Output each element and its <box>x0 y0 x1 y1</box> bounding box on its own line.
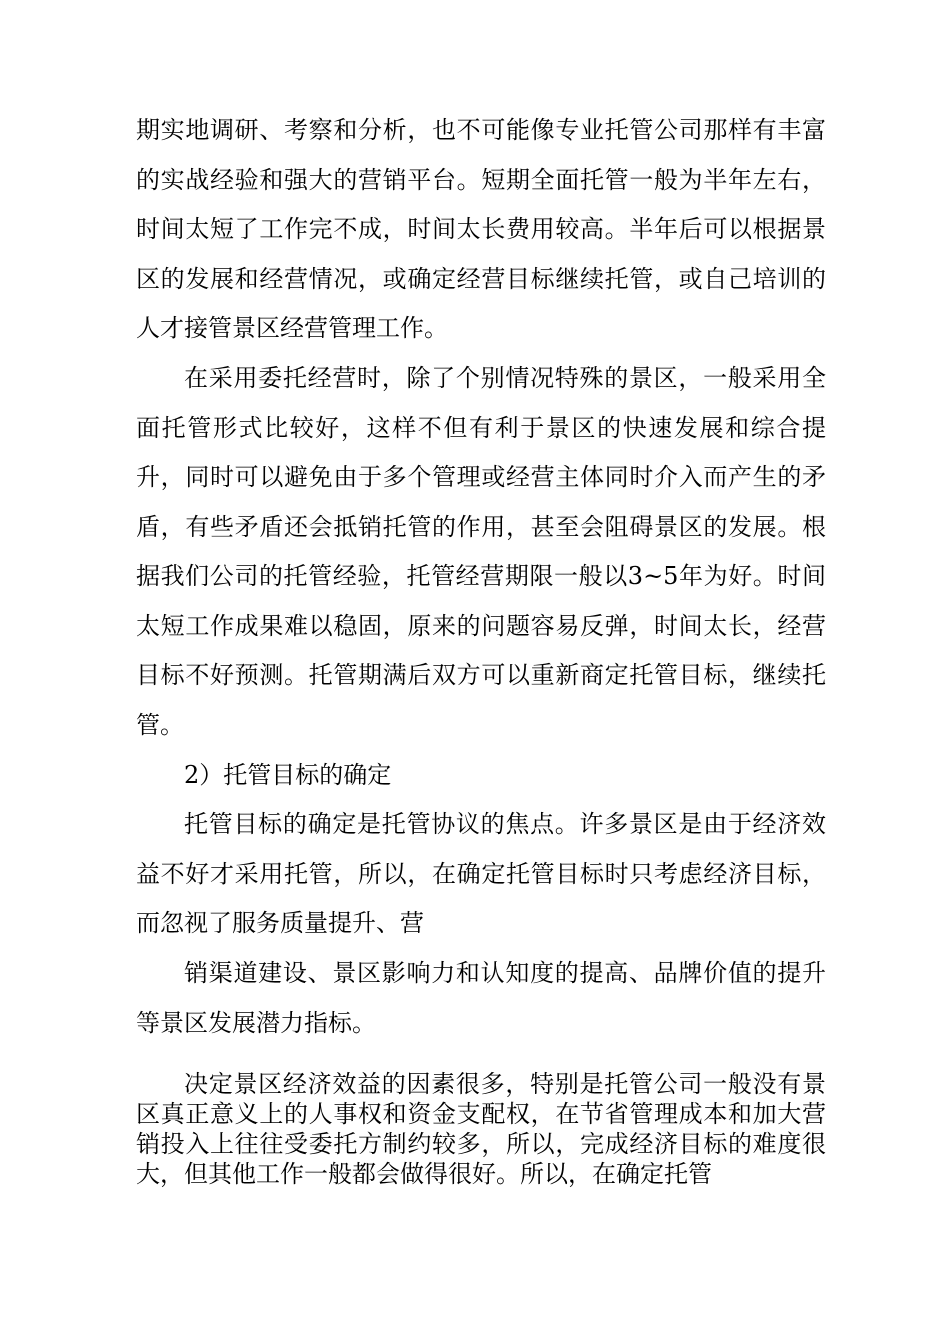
paragraph-4: 销渠道建设、景区影响力和认知度的提高、品牌价值的提升等景区发展潜力指标。 <box>136 959 826 1037</box>
section-heading: 2）托管目标的确定 <box>184 761 392 789</box>
paragraph-2: 在采用委托经营时，除了个别情况特殊的景区，一般采用全面托管形式比较好，这样不但有利于景区的快速发展和综合提升，同时可以避免由于多个管理或经营主体同时介入而产生的矛盾，有些矛盾还会抵销托管的作用，甚至会阻碍景区的发展。根据我们公司的托管经验，托管经营期限一般以3~5年为好。时间太短工作成果难以稳固，原来的问题容易反弹，时间太长，经营目标不好预测。托管期满后双方可以重新商定托管目标，继续托管。 <box>136 364 826 739</box>
paragraph-3: 托管目标的确定是托管协议的焦点。许多景区是由于经济效益不好才采用托管，所以，在确定托管目标时只考虑经济目标，而忽视了服务质量提升、营 <box>136 810 826 937</box>
paragraph-5: 决定景区经济效益的因素很多，特别是托管公司一般没有景区真正意义上的人事权和资金支配权，在节省管理成本和加大营销投入上往往受委托方制约较多，所以，完成经济目标的难度很大，但其他工作一般都会做得很好。所以，在确定托管 <box>136 1070 826 1188</box>
paragraph-1: 期实地调研、考察和分析，也不可能像专业托管公司那样有丰富的实战经验和强大的营销平台。短期全面托管一般为半年左右，时间太短了工作完不成，时间太长费用较高。半年后可以根据景区的发展和经营情况，或确定经营目标继续托管，或自己培训的人才接管景区经营管理工作。 <box>136 116 826 342</box>
